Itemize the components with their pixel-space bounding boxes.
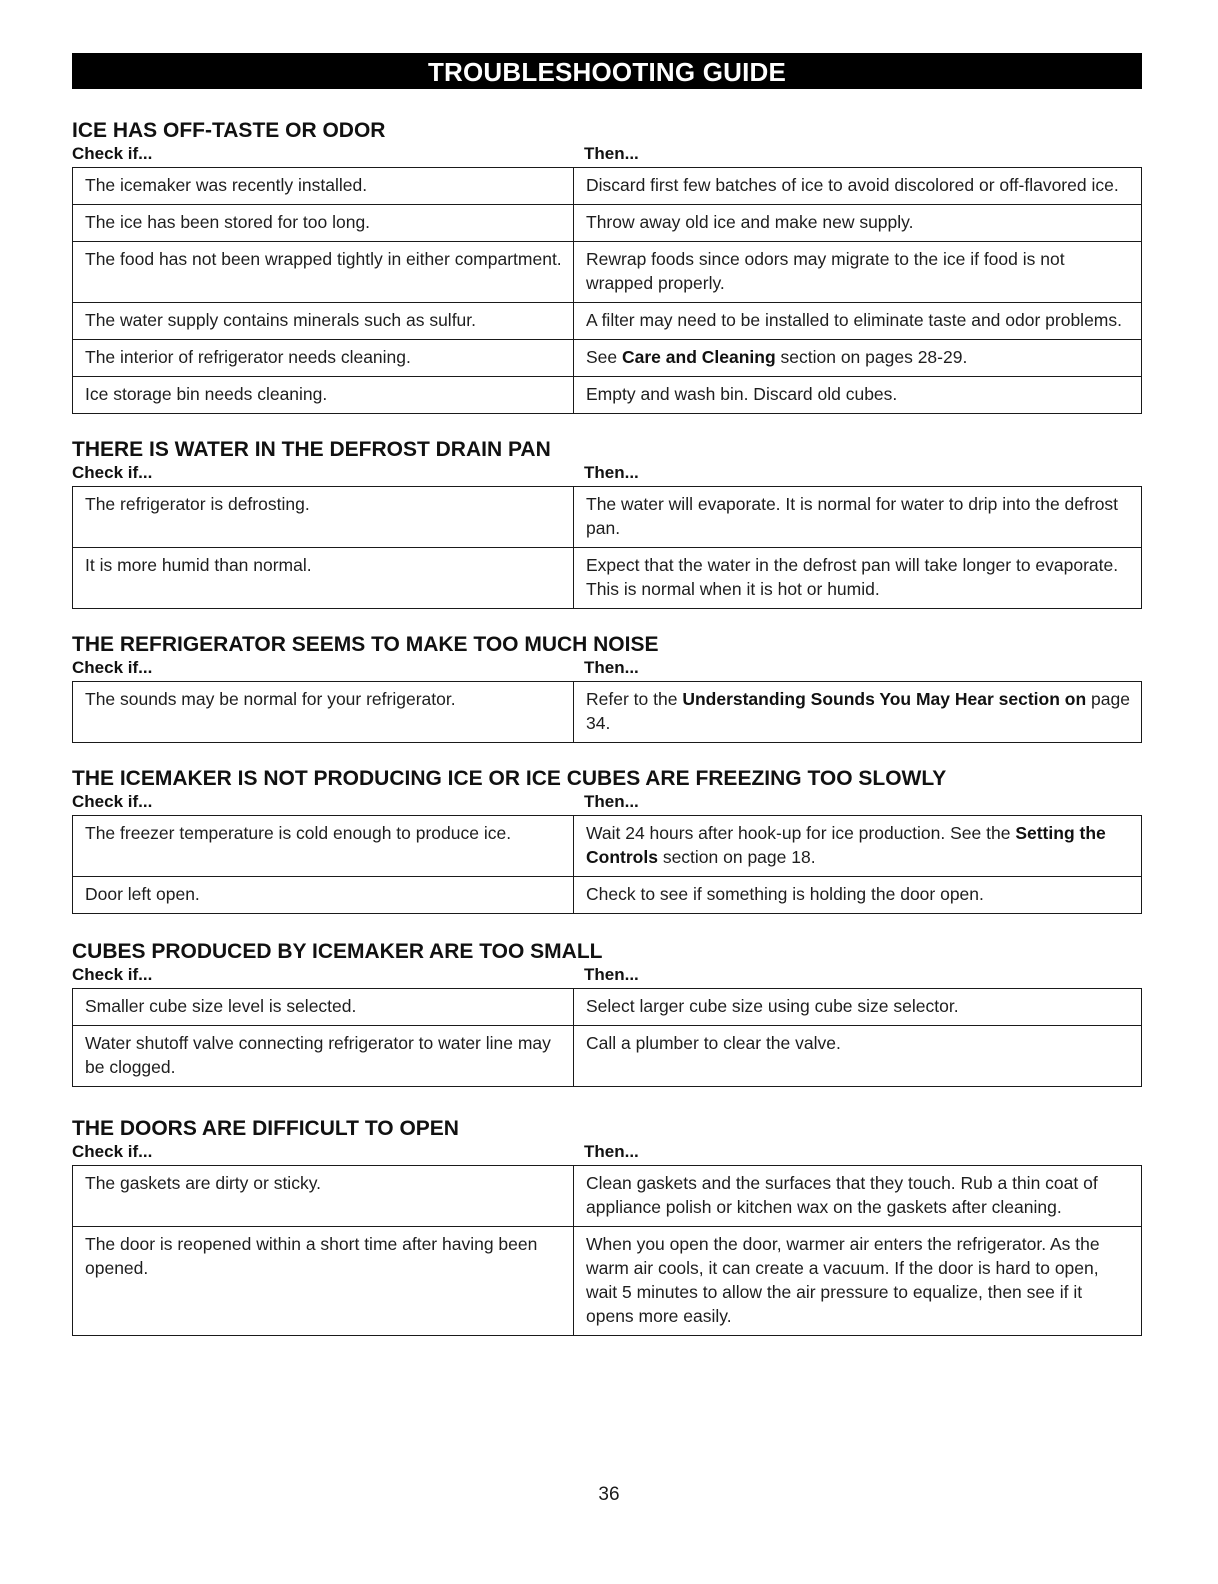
table-row <box>73 205 1142 242</box>
troubleshooting-table <box>72 815 1142 914</box>
check-cell: The refrigerator is defrosting. <box>73 487 574 548</box>
page-number: 36 <box>598 1484 620 1505</box>
check-cell: The water supply contains minerals such as sulfur. <box>73 303 574 340</box>
column-headers <box>72 658 1142 681</box>
then-cell <box>574 340 1142 377</box>
check-cell: Smaller cube size level is selected. <box>73 989 574 1026</box>
then-cell <box>574 242 1142 303</box>
check-if-header: Check if... <box>72 1142 153 1161</box>
text-run: page 34. <box>586 689 1130 733</box>
bold-reference: Care and Cleaning <box>622 347 776 367</box>
then-header: Then... <box>584 463 639 482</box>
troubleshooting-table <box>72 486 1142 609</box>
check-cell: The interior of refrigerator needs cleaning. <box>73 340 574 377</box>
text-run: When you open the door, warmer air enters the refrigerator. As the warm air cools, it can create a vacuum. If the door is hard to open, wait 5 minutes to allow the air pressure to equalize, then see if it opens more easily. <box>586 1234 1100 1326</box>
check-cell: The gaskets are dirty or sticky. <box>73 1166 574 1227</box>
text-run: Select larger cube size using cube size selector. <box>586 996 959 1016</box>
page-banner: TROUBLESHOOTING GUIDE <box>72 53 1142 89</box>
then-cell <box>574 1026 1142 1087</box>
text-run: section on page 18. <box>657 847 816 867</box>
check-if-header: Check if... <box>72 965 153 984</box>
then-header: Then... <box>584 144 639 163</box>
check-cell: The icemaker was recently installed. <box>73 168 574 205</box>
section-title: THE ICEMAKER IS NOT PRODUCING ICE OR ICE CUBES ARE FREEZING TOO SLOWLY <box>72 767 947 790</box>
then-cell <box>574 303 1142 340</box>
troubleshooting-table <box>72 1165 1142 1336</box>
check-if-header: Check if... <box>72 463 153 482</box>
text-run: Expect that the water in the defrost pan will take longer to evaporate. This is normal when it is hot or humid. <box>586 555 1119 599</box>
text-run: Throw away old ice and make new supply. <box>586 212 914 232</box>
table-row <box>73 816 1142 877</box>
text-run: Discard first few batches of ice to avoid discolored or off-flavored ice. <box>586 175 1119 195</box>
column-headers <box>72 144 1142 167</box>
then-header: Then... <box>584 1142 639 1161</box>
then-cell <box>574 1227 1142 1336</box>
table-row <box>73 1026 1142 1087</box>
check-cell: It is more humid than normal. <box>73 548 574 609</box>
then-header: Then... <box>584 965 639 984</box>
column-headers <box>72 965 1142 988</box>
text-run: The water will evaporate. It is normal for water to drip into the defrost pan. <box>586 494 1119 538</box>
check-cell: Door left open. <box>73 877 574 914</box>
then-cell <box>574 989 1142 1026</box>
check-cell: Water shutoff valve connecting refrigerator to water line may be clogged. <box>73 1026 574 1087</box>
troubleshooting-table <box>72 681 1142 743</box>
check-cell: The ice has been stored for too long. <box>73 205 574 242</box>
troubleshooting-table <box>72 167 1142 414</box>
text-run: Call a plumber to clear the valve. <box>586 1033 841 1053</box>
table-row <box>73 548 1142 609</box>
troubleshooting-section <box>72 119 1142 414</box>
section-title: THERE IS WATER IN THE DEFROST DRAIN PAN <box>72 438 551 461</box>
bold-reference: Setting the Controls <box>586 823 1106 867</box>
table-row <box>73 877 1142 914</box>
table-row <box>73 1227 1142 1336</box>
table-row <box>73 989 1142 1026</box>
table-row <box>73 1166 1142 1227</box>
text-run: section on pages 28-29. <box>775 347 968 367</box>
check-cell: The door is reopened within a short time after having been opened. <box>73 1227 574 1336</box>
table-row <box>73 303 1142 340</box>
check-if-header: Check if... <box>72 658 153 677</box>
section-title: CUBES PRODUCED BY ICEMAKER ARE TOO SMALL <box>72 940 603 963</box>
then-cell <box>574 816 1142 877</box>
then-cell <box>574 548 1142 609</box>
text-run: Check to see if something is holding the door open. <box>586 884 984 904</box>
text-run: Refer to the <box>586 689 683 709</box>
troubleshooting-table <box>72 988 1142 1087</box>
table-row <box>73 168 1142 205</box>
table-row <box>73 487 1142 548</box>
text-run: See <box>586 347 622 367</box>
check-if-header: Check if... <box>72 792 153 811</box>
text-run: Wait 24 hours after hook-up for ice production. See the <box>586 823 1016 843</box>
then-header: Then... <box>584 792 639 811</box>
text-run: Clean gaskets and the surfaces that they touch. Rub a thin coat of appliance polish or kitchen wax on the gaskets after cleaning. <box>586 1173 1098 1217</box>
section-title: ICE HAS OFF-TASTE OR ODOR <box>72 119 386 142</box>
troubleshooting-section <box>72 633 1142 743</box>
sections-container <box>72 119 1142 1336</box>
section-title: THE DOORS ARE DIFFICULT TO OPEN <box>72 1117 459 1140</box>
text-run: A filter may need to be installed to eliminate taste and odor problems. <box>586 310 1122 330</box>
section-title: THE REFRIGERATOR SEEMS TO MAKE TOO MUCH NOISE <box>72 633 659 656</box>
check-cell: The sounds may be normal for your refrigerator. <box>73 682 574 743</box>
then-cell <box>574 168 1142 205</box>
then-cell <box>574 377 1142 414</box>
then-cell <box>574 877 1142 914</box>
check-if-header: Check if... <box>72 144 153 163</box>
troubleshooting-page <box>72 53 1142 1336</box>
then-header: Then... <box>584 658 639 677</box>
then-cell <box>574 205 1142 242</box>
table-row <box>73 682 1142 743</box>
troubleshooting-section <box>72 940 1142 1087</box>
then-cell <box>574 487 1142 548</box>
text-run: Rewrap foods since odors may migrate to the ice if food is not wrapped properly. <box>586 249 1065 293</box>
table-row <box>73 340 1142 377</box>
check-cell: The food has not been wrapped tightly in either compartment. <box>73 242 574 303</box>
troubleshooting-section <box>72 767 1142 914</box>
bold-reference: Understanding Sounds You May Hear section on <box>682 689 1087 709</box>
check-cell: Ice storage bin needs cleaning. <box>73 377 574 414</box>
then-cell <box>574 1166 1142 1227</box>
table-row <box>73 377 1142 414</box>
table-row <box>73 242 1142 303</box>
troubleshooting-section <box>72 1117 1142 1336</box>
column-headers <box>72 1142 1142 1165</box>
troubleshooting-section <box>72 438 1142 609</box>
text-run: Empty and wash bin. Discard old cubes. <box>586 384 898 404</box>
then-cell <box>574 682 1142 743</box>
column-headers <box>72 792 1142 815</box>
check-cell: The freezer temperature is cold enough to produce ice. <box>73 816 574 877</box>
column-headers <box>72 463 1142 486</box>
